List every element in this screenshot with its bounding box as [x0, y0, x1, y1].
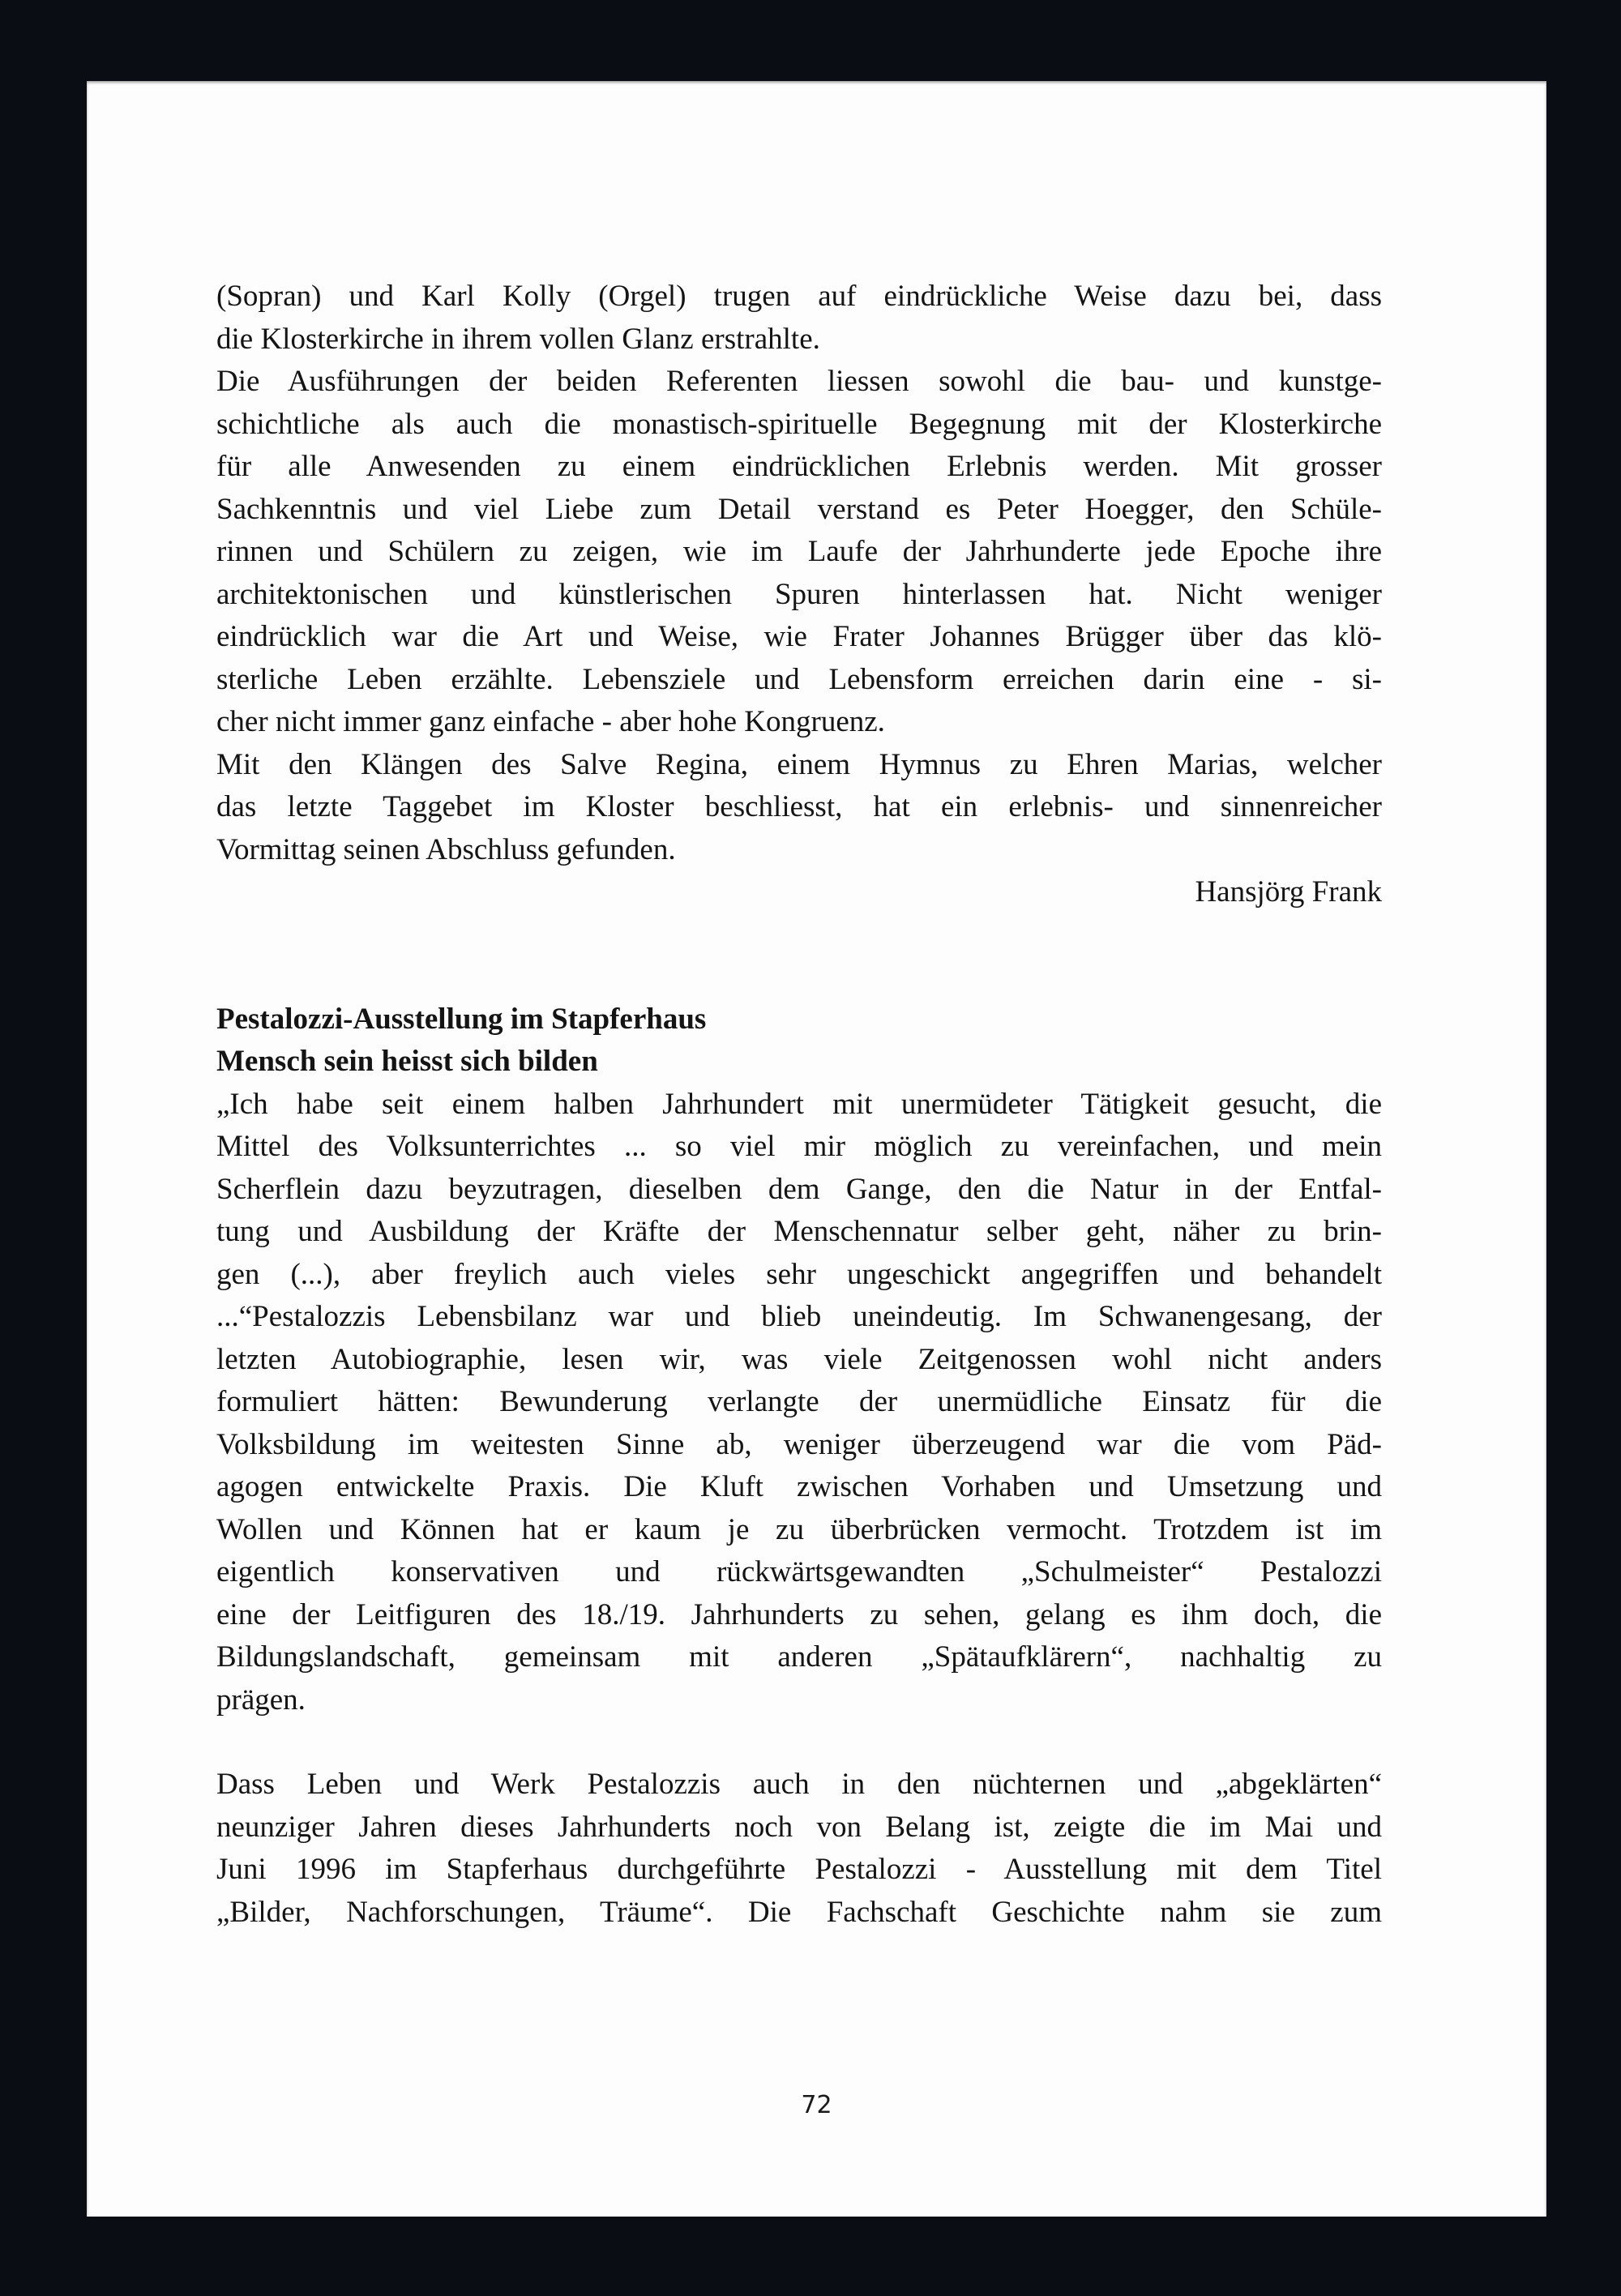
text-line: ...“Pestalozzis Lebensbilanz war und blieb uneindeutig. Im Schwanengesang, der: [216, 1300, 1382, 1333]
paragraph: [216, 744, 1382, 872]
text-line: prägen.: [216, 1682, 306, 1717]
text-line: neunziger Jahren dieses Jahrhunderts noch von Belang ist, zeigte die im Mai und: [216, 1810, 1382, 1844]
section-spacer: [216, 914, 1382, 998]
text-line: sterliche Leben erzählte. Lebensziele und Lebensform erreichen darin eine - si-: [216, 662, 1382, 696]
text-line: Scherflein dazu beyzutragen, dieselben dem Gange, den die Natur in der Entfal-: [216, 1172, 1382, 1206]
text-line: Die Ausführungen der beiden Referenten liessen sowohl die bau- und kunstge-: [216, 365, 1382, 398]
text-line: Dass Leben und Werk Pestalozzis auch in den nüchternen und „abgeklärten“: [216, 1768, 1382, 1801]
text-line: (Sopran) und Karl Kolly (Orgel) trugen auf eindrückliche Weise dazu bei, dass: [216, 280, 1382, 313]
text-line: „Ich habe seit einem halben Jahrhundert mit unermüdeter Tätigkeit gesucht, die: [216, 1087, 1382, 1121]
text-line: rinnen und Schülern zu zeigen, wie im Laufe der Jahrhunderte jede Epoche ihre: [216, 535, 1382, 568]
text-line: die Klosterkirche in ihrem vollen Glanz erstrahlte.: [216, 322, 820, 356]
text-line: für alle Anwesenden zu einem eindrücklichen Erlebnis werden. Mit grosser: [216, 450, 1382, 483]
paragraph: [216, 1084, 1382, 1722]
text-line: Sachkenntnis und viel Liebe zum Detail verstand es Peter Hoegger, den Schüle-: [216, 492, 1382, 526]
text-line: Bildungslandschaft, gemeinsam mit anderen „Spätaufklärern“, nachhaltig zu: [216, 1640, 1382, 1674]
text-line: eigentlich konservativen und rückwärtsgewandten „Schulmeister“ Pestalozzi: [216, 1555, 1382, 1588]
text-line: schichtliche als auch die monastisch-spirituelle Begegnung mit der Klosterkirche: [216, 407, 1382, 441]
paragraph: [216, 276, 1382, 361]
page-content: [216, 276, 1382, 1934]
text-line: tung und Ausbildung der Kräfte der Menschennatur selber geht, näher zu brin-: [216, 1215, 1382, 1248]
text-line: Juni 1996 im Stapferhaus durchgeführte Pestalozzi - Ausstellung mit dem Titel: [216, 1853, 1382, 1886]
text-line: Volksbildung im weitesten Sinne ab, weniger überzeugend war die vom Päd-: [216, 1427, 1382, 1461]
text-line: „Bilder, Nachforschungen, Träume“. Die Fachschaft Geschichte nahm sie zum: [216, 1895, 1382, 1929]
paragraph: [216, 361, 1382, 744]
article-2: [216, 998, 1382, 1935]
document-page: [87, 81, 1546, 2217]
paragraph-spacer: [216, 1721, 1382, 1764]
text-line: eine der Leitfiguren des 18./19. Jahrhunderts zu sehen, gelang es ihm doch, die: [216, 1597, 1382, 1631]
text-line: Vormittag seinen Abschluss gefunden.: [216, 832, 676, 866]
text-line: letzten Autobiographie, lesen wir, was viele Zeitgenossen wohl nicht anders: [216, 1342, 1382, 1376]
paragraph: [216, 1764, 1382, 1934]
text-line: das letzte Taggebet im Kloster beschliesst, hat ein erlebnis- und sinnenreicher: [216, 790, 1382, 823]
text-line: Wollen und Können hat er kaum je zu überbrücken vermocht. Trotzdem ist im: [216, 1512, 1382, 1546]
page-number: 72: [801, 2091, 832, 2119]
text-line: Mittel des Volksunterrichtes ... so viel mir möglich zu vereinfachen, und mein: [216, 1130, 1382, 1163]
article-title: Pestalozzi-Ausstellung im Stapferhaus: [216, 1002, 707, 1036]
text-line: formuliert hätten: Bewunderung verlangte der unermüdliche Einsatz für die: [216, 1385, 1382, 1418]
article-1: [216, 276, 1382, 914]
text-line: architektonischen und künstlerischen Spuren hinterlassen hat. Nicht weniger: [216, 577, 1382, 611]
article-subtitle: Mensch sein heisst sich bilden: [216, 1045, 598, 1078]
text-line: eindrücklich war die Art und Weise, wie Frater Johannes Brügger über das klö-: [216, 620, 1382, 653]
text-line: gen (...), aber freylich auch vieles sehr ungeschickt angegriffen und behandelt: [216, 1257, 1382, 1291]
author-signature: Hansjörg Frank: [1195, 875, 1382, 909]
text-line: agogen entwickelte Praxis. Die Kluft zwischen Vorhaben und Umsetzung und: [216, 1470, 1382, 1503]
text-line: cher nicht immer ganz einfache - aber hohe Kongruenz.: [216, 705, 885, 738]
text-line: Mit den Klängen des Salve Regina, einem Hymnus zu Ehren Marias, welcher: [216, 747, 1382, 781]
